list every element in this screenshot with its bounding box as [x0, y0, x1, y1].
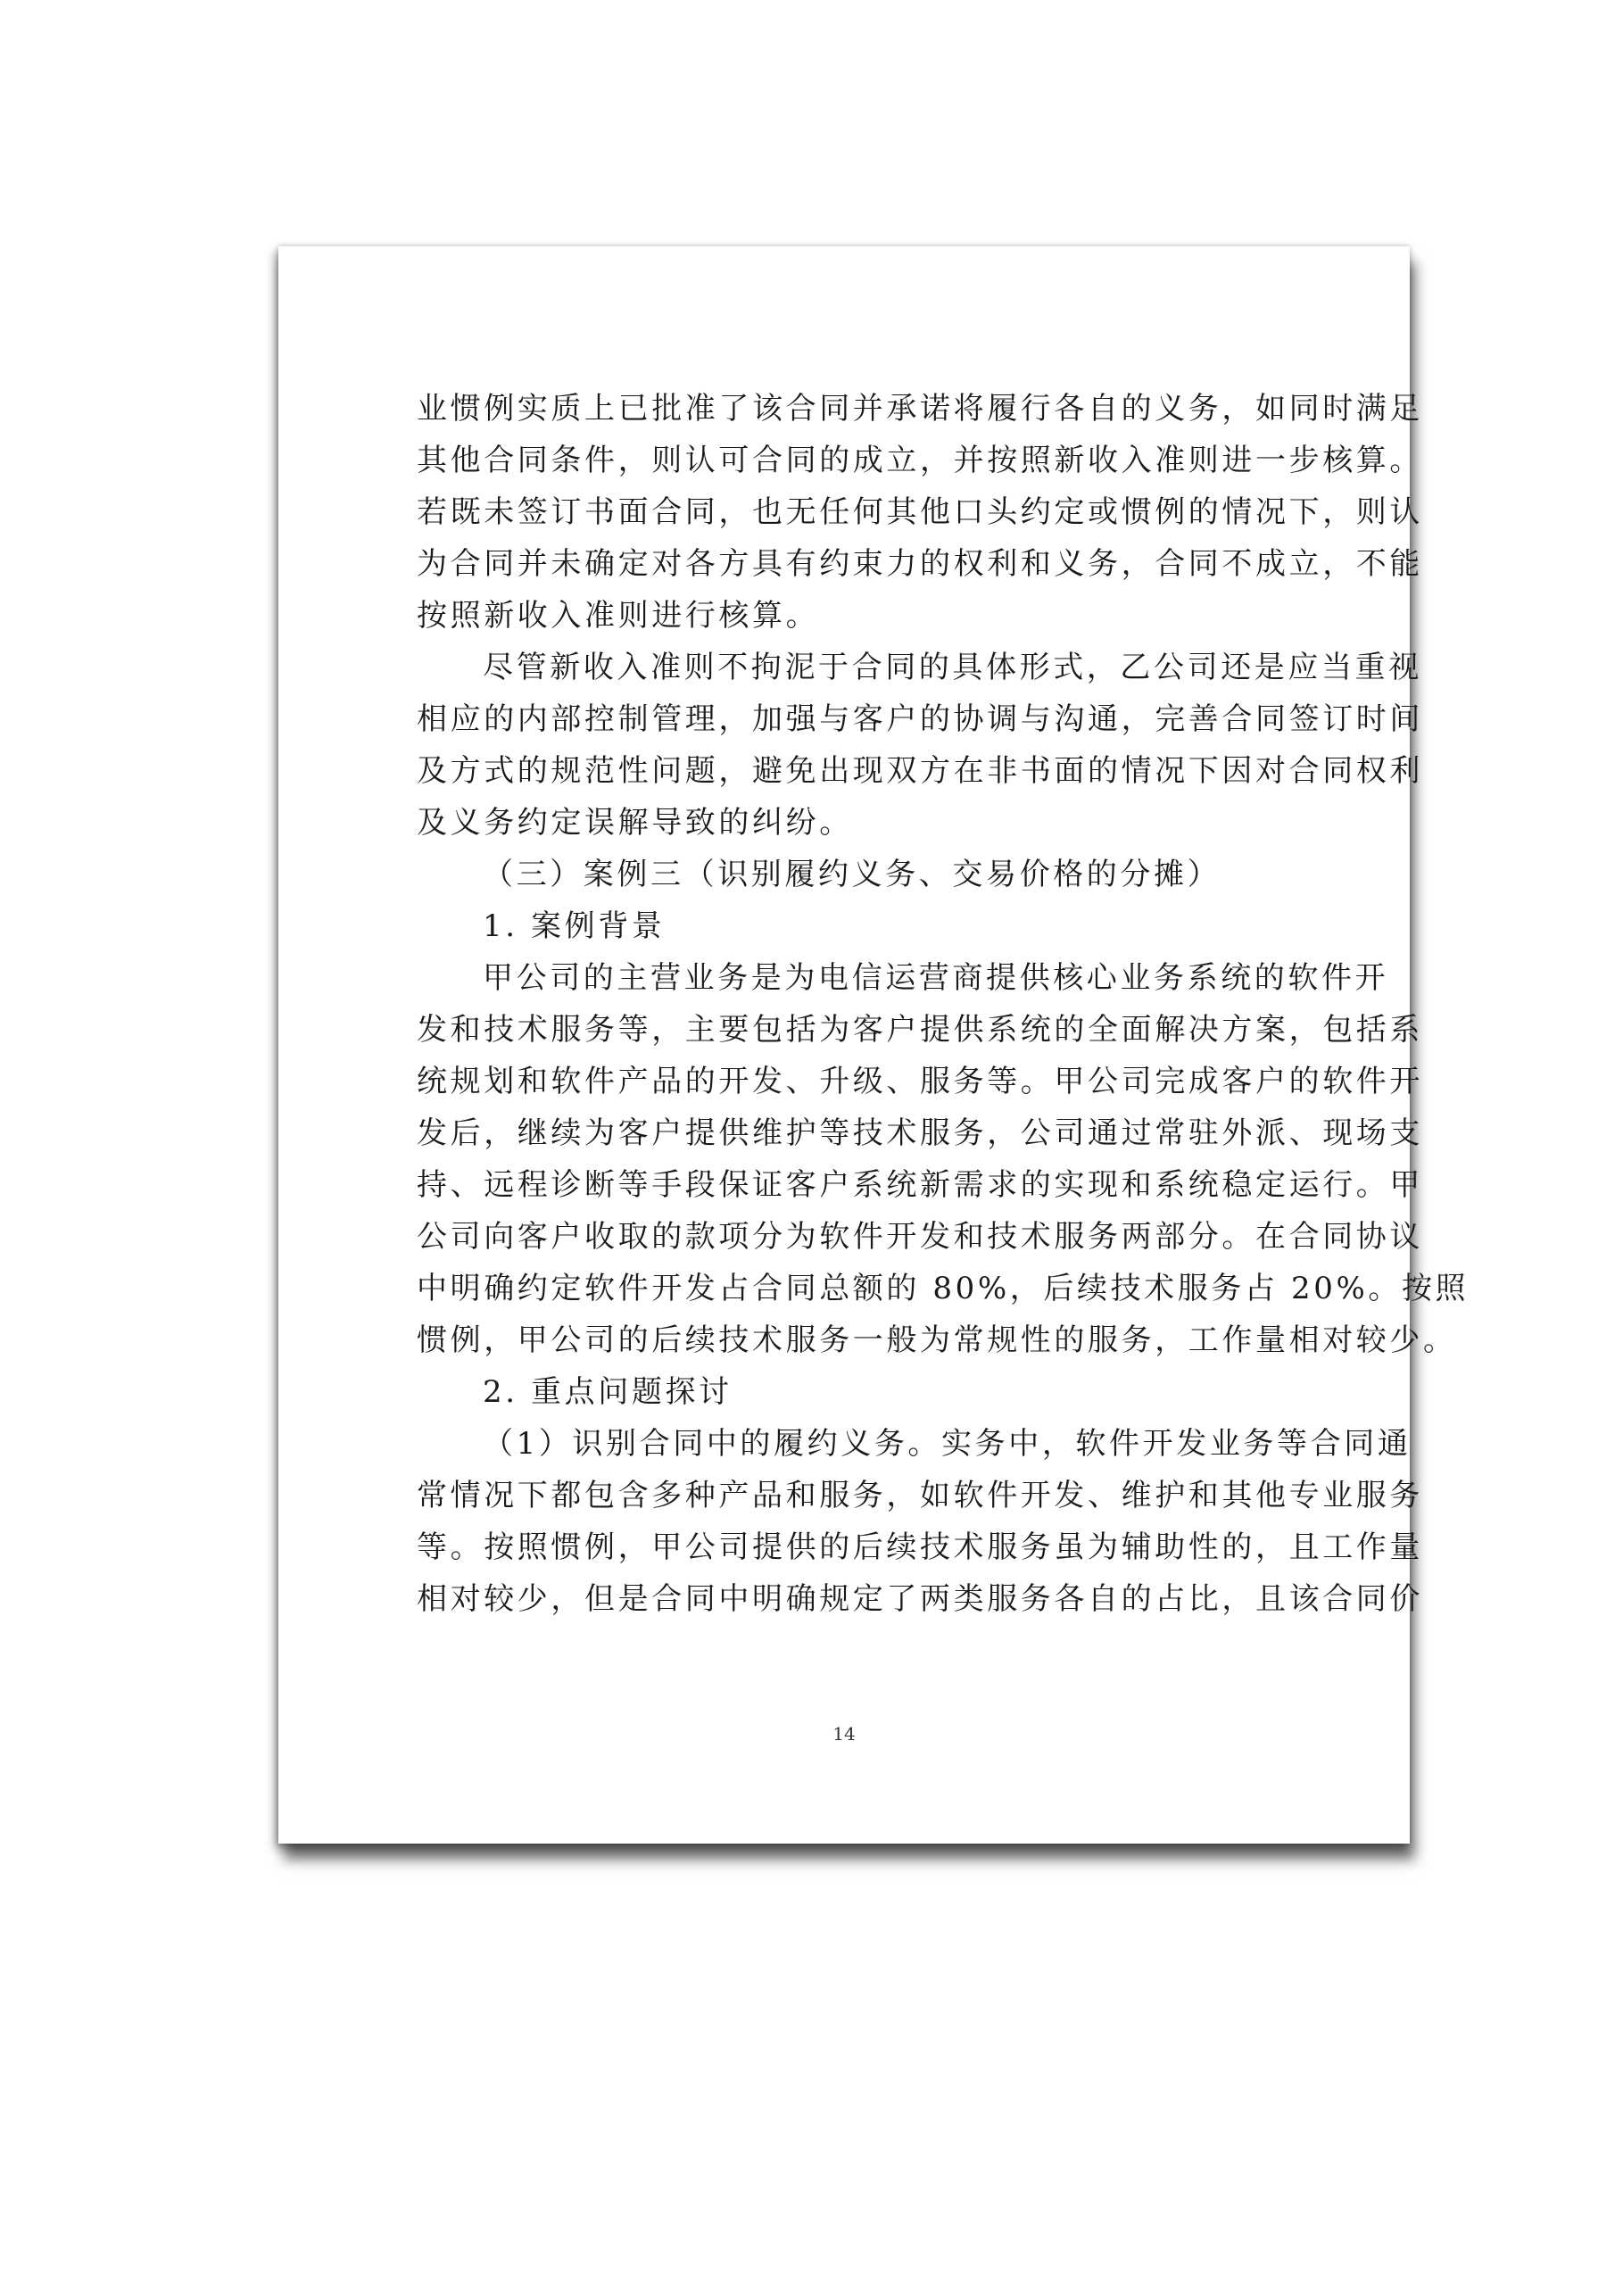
text-line: 相应的内部控制管理，加强与客户的协调与沟通，完善合同签订时间: [417, 701, 1423, 737]
text-line: 按照新收入准则进行核算。: [417, 598, 820, 634]
text-line: 发后，继续为客户提供维护等技术服务，公司通过常驻外派、现场支: [417, 1115, 1423, 1151]
text-line: 甲公司的主营业务是为电信运营商提供核心业务系统的软件开: [483, 960, 1389, 996]
text-line: 发和技术服务等，主要包括为客户提供系统的全面解决方案，包括系: [417, 1012, 1423, 1048]
text-line: 其他合同条件，则认可合同的成立，并按照新收入准则进一步核算。: [417, 443, 1423, 478]
text-line: 1. 案例背景: [483, 908, 666, 944]
text-line: 中明确约定软件开发占合同总额的 80%，后续技术服务占 20%。按照: [417, 1271, 1470, 1306]
text-line: 持、远程诊断等手段保证客户系统新需求的实现和系统稳定运行。甲: [417, 1167, 1423, 1203]
document-page: [278, 246, 1470, 1844]
text-line: 为合同并未确定对各方具有约束力的权利和义务，合同不成立，不能: [417, 546, 1423, 582]
body-text: [417, 383, 1470, 1625]
text-line: 统规划和软件产品的开发、升级、服务等。甲公司完成客户的软件开: [417, 1064, 1423, 1099]
text-line: 常情况下都包含多种产品和服务，如软件开发、维护和其他专业服务: [417, 1478, 1423, 1513]
text-line: 相对较少，但是合同中明确规定了两类服务各自的占比，且该合同价: [417, 1581, 1423, 1617]
text-line: 惯例，甲公司的后续技术服务一般为常规性的服务，工作量相对较少。: [417, 1322, 1457, 1358]
text-line: 公司向客户收取的款项分为软件开发和技术服务两部分。在合同协议: [417, 1219, 1423, 1255]
text-line: （1）识别合同中的履约义务。实务中，软件开发业务等合同通: [483, 1426, 1412, 1462]
text-line: 及义务约定误解导致的纠纷。: [417, 805, 853, 841]
text-line: 等。按照惯例，甲公司提供的后续技术服务虽为辅助性的，且工作量: [417, 1529, 1423, 1565]
text-line: 2. 重点问题探讨: [483, 1374, 733, 1410]
text-line: 若既未签订书面合同，也无任何其他口头约定或惯例的情况下，则认: [417, 494, 1423, 530]
page-number: 14: [832, 1723, 856, 1745]
text-line: （三）案例三（识别履约义务、交易价格的分摊）: [483, 857, 1221, 892]
text-line: 及方式的规范性问题，避免出现双方在非书面的情况下因对合同权利: [417, 753, 1423, 789]
text-line: 尽管新收入准则不拘泥于合同的具体形式，乙公司还是应当重视: [483, 650, 1422, 685]
text-line: 业惯例实质上已批准了该合同并承诺将履行各自的义务，如同时满足: [417, 391, 1423, 427]
